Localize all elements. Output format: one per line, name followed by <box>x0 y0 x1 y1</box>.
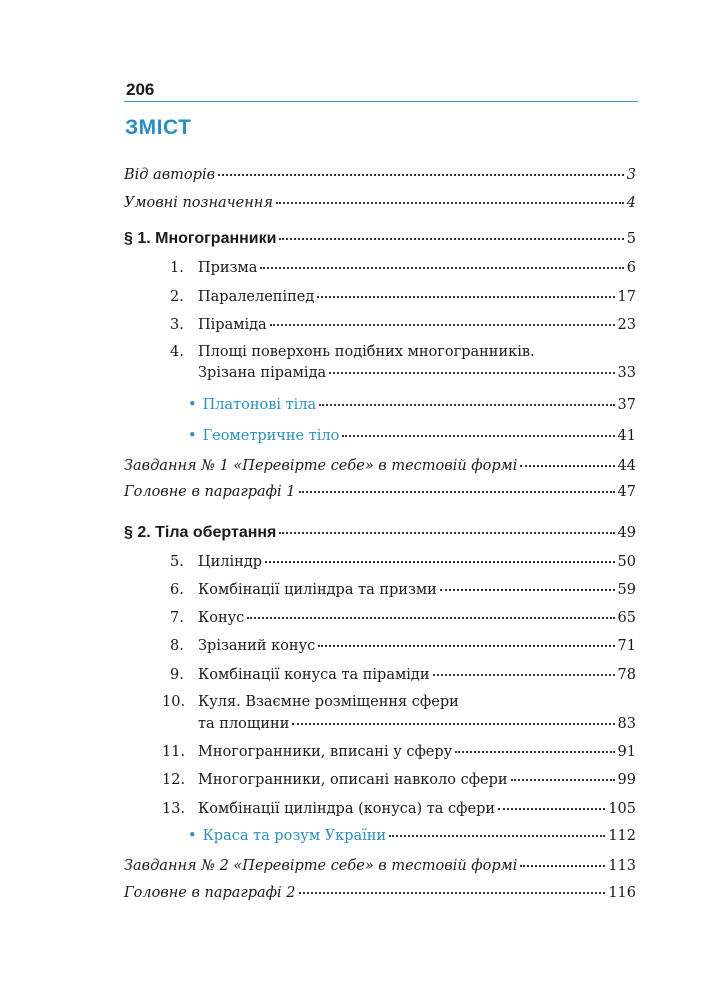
toc-page: 112 <box>608 828 636 844</box>
leader-dots <box>260 267 623 269</box>
leader-dots <box>299 491 615 493</box>
toc-number: 3. <box>170 317 184 333</box>
toc-number: 4. <box>170 344 184 360</box>
leader-dots <box>433 674 615 676</box>
toc-number: 12. <box>162 772 186 788</box>
toc-entry[interactable] <box>170 609 636 627</box>
toc-entry-from-authors[interactable] <box>124 166 636 184</box>
toc-label: Многогранники, вписані у сферу <box>198 744 453 760</box>
toc-label: Піраміда <box>198 317 267 333</box>
toc-page: 116 <box>608 885 636 901</box>
leader-dots <box>520 465 614 467</box>
toc-label: Зрізана піраміда <box>198 365 327 381</box>
toc-extra-entry[interactable] <box>188 827 636 845</box>
leader-dots <box>276 202 624 204</box>
toc-entry-test-1[interactable] <box>124 457 636 475</box>
bullet-icon: • <box>188 428 197 444</box>
toc-extra-entry[interactable] <box>188 427 636 445</box>
toc-number: 13. <box>162 801 186 817</box>
leader-dots <box>279 238 623 240</box>
toc-label: Многогранники, описані навколо сфери <box>198 772 508 788</box>
leader-dots <box>318 645 614 647</box>
section-heading: § 1. Многогранники <box>124 230 277 247</box>
toc-entry-first-line[interactable] <box>170 343 535 361</box>
toc-label: Платонові тіла <box>202 397 317 413</box>
toc-label: Геометричне тіло <box>202 428 340 444</box>
leader-dots <box>218 174 624 176</box>
toc-entry[interactable] <box>162 743 636 761</box>
toc-page: 71 <box>617 638 636 654</box>
toc-number: 6. <box>170 582 184 598</box>
toc-page: 91 <box>617 744 636 760</box>
leader-dots <box>299 892 606 894</box>
toc-number: 2. <box>170 289 184 305</box>
toc-number: 9. <box>170 667 184 683</box>
toc-page: 23 <box>617 317 636 333</box>
toc-number: 11. <box>162 744 186 760</box>
toc-entry-summary-1[interactable] <box>124 483 636 501</box>
toc-entry[interactable] <box>170 553 636 571</box>
toc-number: 8. <box>170 638 184 654</box>
toc-page: 105 <box>608 801 636 817</box>
toc-label-line1: Площі поверхонь подібних многогранників. <box>198 344 535 360</box>
leader-dots <box>440 589 615 591</box>
toc-page: 6 <box>626 260 636 276</box>
toc-entry[interactable] <box>162 771 636 789</box>
toc-entry[interactable] <box>198 715 636 733</box>
toc-entry[interactable] <box>170 666 636 684</box>
toc-page: 41 <box>617 428 636 444</box>
toc-page: 3 <box>626 167 636 183</box>
leader-dots <box>319 404 614 406</box>
leader-dots <box>279 532 614 534</box>
leader-dots <box>317 296 614 298</box>
toc-entry-legend[interactable] <box>124 194 636 212</box>
toc-page: 59 <box>617 582 636 598</box>
toc-entry[interactable] <box>170 637 636 655</box>
toc-entry[interactable] <box>198 364 636 382</box>
toc-page: 33 <box>617 365 636 381</box>
toc-label: Умовні позначення <box>124 195 273 211</box>
toc-label: Головне в параграфі 2 <box>124 885 296 901</box>
toc-label: Призма <box>198 260 258 276</box>
leader-dots <box>498 808 605 810</box>
toc-number: 1. <box>170 260 184 276</box>
page-title: ЗМІСТ <box>125 116 192 139</box>
leader-dots <box>389 835 605 837</box>
toc-number: 10. <box>162 694 186 710</box>
toc-label: Зрізаний конус <box>198 638 316 654</box>
leader-dots <box>270 324 615 326</box>
leader-dots <box>455 751 614 753</box>
toc-page: 99 <box>617 772 636 788</box>
leader-dots <box>265 561 615 563</box>
leader-dots <box>329 372 614 374</box>
toc-entry-first-line[interactable] <box>162 693 459 711</box>
bullet-icon: • <box>188 397 197 413</box>
toc-page: 17 <box>617 289 636 305</box>
toc-label: Комбінації циліндра та призми <box>198 582 437 598</box>
toc-label: Краса та розум України <box>202 828 387 844</box>
leader-dots <box>292 723 614 725</box>
page-number: 206 <box>126 80 155 99</box>
toc-entry-summary-2[interactable] <box>124 884 636 902</box>
leader-dots <box>247 617 614 619</box>
toc-label: Завдання № 1 «Перевірте себе» в тестовій формі <box>124 458 518 474</box>
toc-entry-test-2[interactable] <box>124 857 636 875</box>
toc-label: Головне в параграфі 1 <box>124 484 296 500</box>
toc-section-1[interactable] <box>124 230 636 248</box>
section-heading: § 2. Тіла обертання <box>124 524 277 541</box>
toc-page: 4 <box>626 195 636 211</box>
toc-entry[interactable] <box>170 316 636 334</box>
leader-dots <box>342 435 614 437</box>
toc-page: 49 <box>617 525 636 541</box>
toc-label: та площини <box>198 716 290 732</box>
toc-label: Комбінації циліндра (конуса) та сфери <box>198 801 496 817</box>
toc-page: 37 <box>617 397 636 413</box>
toc-page: 113 <box>608 858 636 874</box>
toc-entry[interactable] <box>162 800 636 818</box>
toc-page: 65 <box>617 610 636 626</box>
toc-label: Завдання № 2 «Перевірте себе» в тестовій формі <box>124 858 518 874</box>
toc-label: Циліндр <box>198 554 263 570</box>
toc-page: 5 <box>626 231 636 247</box>
toc-page: 44 <box>617 458 636 474</box>
toc-label: Комбінації конуса та піраміди <box>198 667 430 683</box>
leader-dots <box>511 779 615 781</box>
bullet-icon: • <box>188 828 197 844</box>
toc-label: Паралелепіпед <box>198 289 315 305</box>
toc-page: 78 <box>617 667 636 683</box>
toc-entry[interactable] <box>170 259 636 277</box>
toc-number: 5. <box>170 554 184 570</box>
toc-label-line1: Куля. Взаємне розміщення сфери <box>198 694 459 710</box>
toc-label: Конус <box>198 610 245 626</box>
header-rule <box>124 101 638 102</box>
toc-entry[interactable] <box>170 288 636 306</box>
toc-page: 47 <box>617 484 636 500</box>
toc-extra-entry[interactable] <box>188 396 636 414</box>
toc-page: 83 <box>617 716 636 732</box>
toc-section-2[interactable] <box>124 524 636 542</box>
toc-page: 50 <box>617 554 636 570</box>
toc-entry[interactable] <box>170 581 636 599</box>
leader-dots <box>520 865 605 867</box>
toc-label: Від авторів <box>124 167 216 183</box>
toc-number: 7. <box>170 610 184 626</box>
